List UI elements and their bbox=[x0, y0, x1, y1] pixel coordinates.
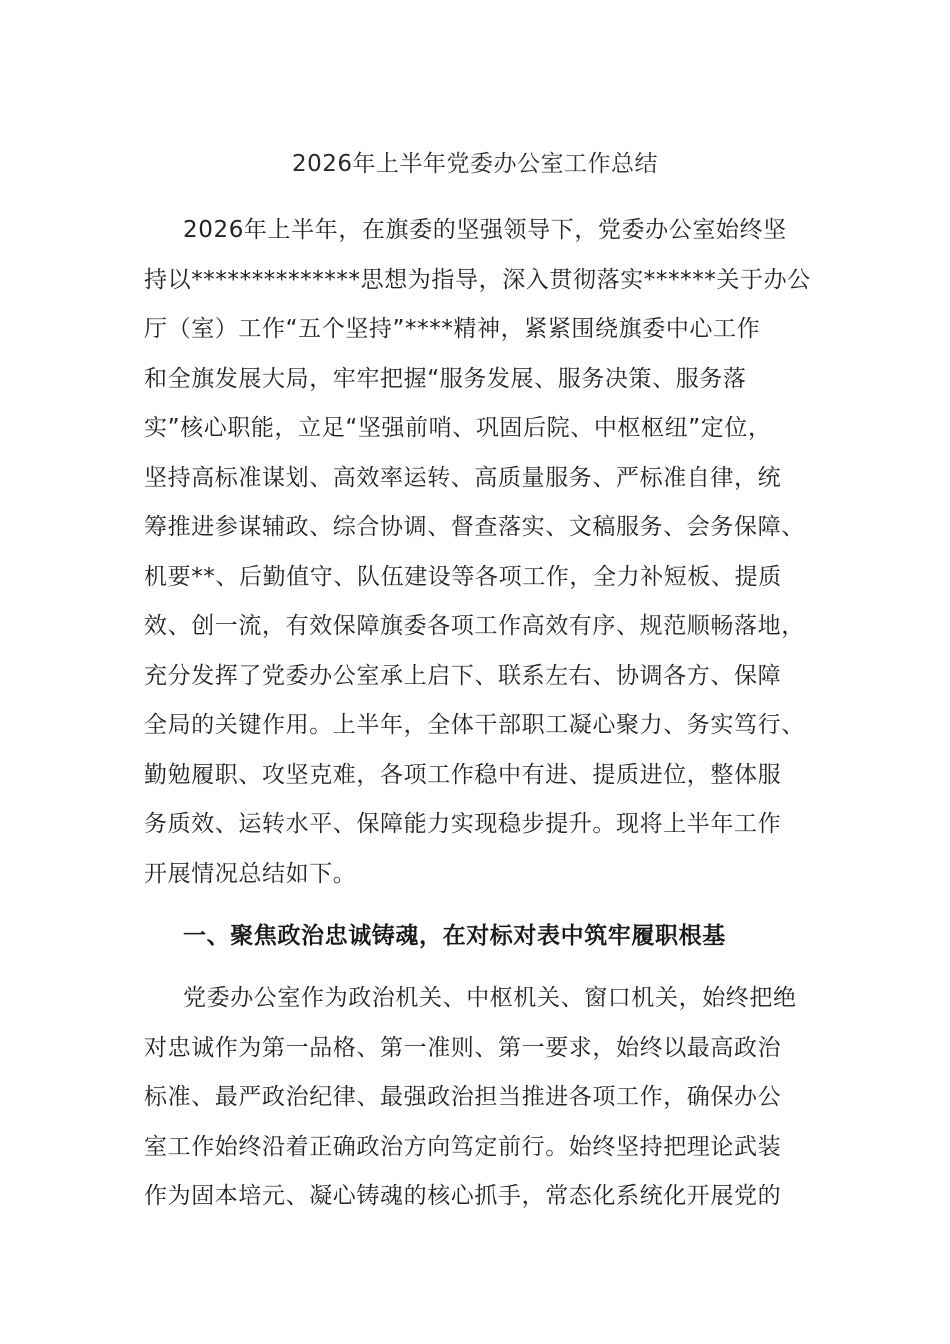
intro-line-14: 开展情况总结如下。 bbox=[144, 861, 357, 887]
intro-line-4: 和全旗发展大局，牢牢把握“服务发展、服务决策、服务落 bbox=[144, 366, 747, 392]
intro-line-8: 机要**、后勤值守、队伍建设等各项工作，全力补短板、提质 bbox=[144, 564, 782, 590]
intro-line-13: 务质效、运转水平、保障能力实现稳步提升。现将上半年工作 bbox=[144, 811, 782, 837]
intro-line-10: 充分发挥了党委办公室承上启下、联系左右、协调各方、保障 bbox=[144, 663, 782, 689]
intro-line-12: 勤勉履职、攻坚克难，各项工作稳中有进、提质进位，整体服 bbox=[144, 762, 782, 788]
section-1-line-4: 室工作始终沿着正确政治方向笃定前行。始终坚持把理论武装 bbox=[144, 1134, 782, 1160]
intro-line-6: 坚持高标准谋划、高效率运转、高质量服务、严标准自律，统 bbox=[144, 465, 782, 491]
intro-line-11: 全局的关键作用。上半年，全体干部职工凝心聚力、务实笃行、 bbox=[144, 712, 805, 738]
intro-line-7: 筹推进参谋辅政、综合协调、督查落实、文稿服务、会务保障、 bbox=[144, 514, 805, 540]
section-1-heading: 一、聚焦政治忠诚铸魂，在对标对表中筑牢履职根基 bbox=[183, 923, 726, 949]
intro-line-9: 效、创一流，有效保障旗委各项工作高效有序、规范顺畅落地， bbox=[144, 613, 805, 639]
intro-line-3: 厅（室）工作“五个坚持”****精神，紧紧围绕旗委中心工作 bbox=[144, 316, 761, 342]
section-1-line-1: 党委办公室作为政治机关、中枢机关、窗口机关，始终把绝 bbox=[183, 985, 797, 1011]
document-title: 2026年上半年党委办公室工作总结 bbox=[291, 151, 659, 177]
intro-line-5: 实”核心职能，立足“坚强前哨、巩固后院、中枢枢纽”定位， bbox=[144, 415, 772, 441]
section-1-line-3: 标准、最严政治纪律、最强政治担当推进各项工作，确保办公 bbox=[144, 1084, 782, 1110]
section-1-line-2: 对忠诚作为第一品格、第一准则、第一要求，始终以最高政治 bbox=[144, 1035, 782, 1061]
intro-line-2: 持以**************思想为指导，深入贯彻落实******关于办公 bbox=[144, 267, 811, 293]
intro-line-1: 2026年上半年，在旗委的坚强领导下，党委办公室始终坚 bbox=[183, 217, 787, 243]
section-1-line-5: 作为固本培元、凝心铸魂的核心抓手，常态化系统化开展党的 bbox=[144, 1183, 782, 1209]
